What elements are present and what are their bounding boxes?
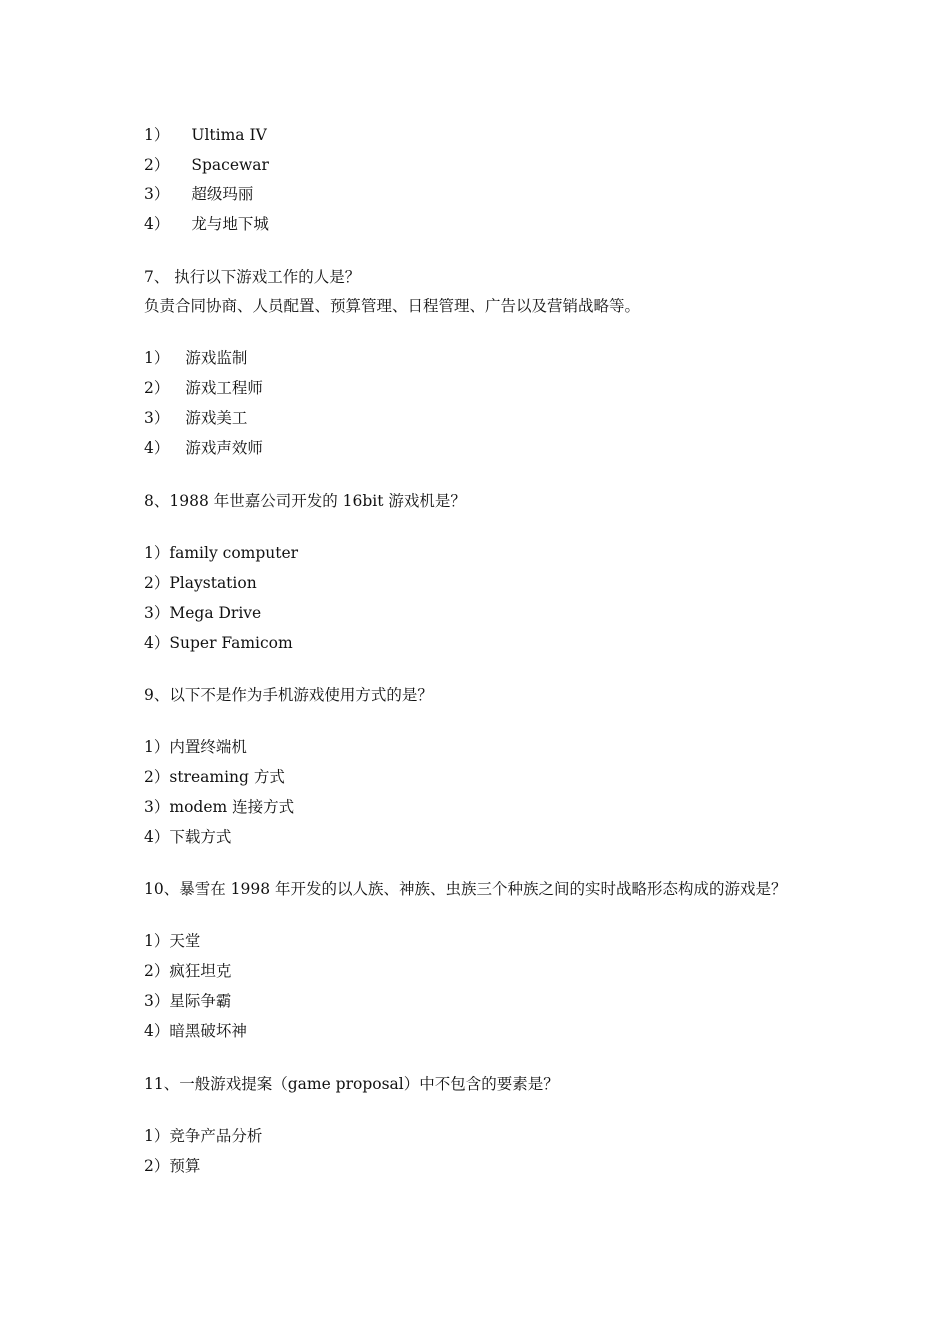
q8-option-3 [144,603,261,623]
q10-question: 10、暴雪在 1998 年开发的以人族、神族、虫族三个种族之间的实时战略形态构成的游戏是？ [144,880,787,898]
q8-option-4 [144,633,293,653]
q8-question: 8、1988 年世嘉公司开发的 16bit 游戏机是？ [144,492,466,510]
option-number: 2） [144,156,170,174]
q6-option-4 [144,214,269,234]
q8-option-1 [144,543,298,563]
option-number: 2） [144,962,170,980]
option-number: 3） [144,409,170,427]
option-number: 2） [144,1157,170,1175]
option-number: 1） [144,349,170,367]
option-text: 龙与地下城 [191,215,269,233]
q11-option-2 [144,1156,200,1176]
q6-option-1 [144,125,267,145]
option-text: Ultima IV [191,126,267,144]
option-text: modem 连接方式 [169,798,295,816]
option-number: 2） [144,379,170,397]
option-number: 3） [144,185,170,203]
q7-option-2 [144,378,263,398]
option-number: 4） [144,215,170,233]
option-text: 超级玛丽 [191,185,254,203]
option-text: Playstation [169,574,257,592]
option-number: 4） [144,1022,170,1040]
option-number: 1） [144,932,170,950]
q8-option-2 [144,573,257,593]
q9-option-3 [144,797,294,817]
option-number: 3） [144,798,170,816]
q10-option-2 [144,961,231,981]
option-text: 天堂 [169,932,201,950]
option-number: 3） [144,604,170,622]
q9-option-1 [144,737,247,757]
q7-option-1 [144,348,247,368]
q9-option-4 [144,827,231,847]
q11-option-1 [144,1126,262,1146]
option-text: 竞争产品分析 [169,1127,263,1145]
option-text: streaming 方式 [169,768,285,786]
option-number: 1） [144,126,170,144]
option-text: 疯狂坦克 [169,962,232,980]
q7-option-3 [144,408,247,428]
option-number: 1） [144,1127,170,1145]
option-number: 4） [144,828,170,846]
q10-option-4 [144,1021,247,1041]
option-text: 游戏声效师 [185,439,263,457]
q7-question: 7、 执行以下游戏工作的人是？ [144,268,361,286]
option-text: 内置终端机 [169,738,247,756]
option-text: Spacewar [191,156,269,174]
option-number: 1） [144,738,170,756]
option-text: 预算 [169,1157,201,1175]
q11-question: 11、一般游戏提案（game proposal）中不包含的要素是？ [144,1075,559,1093]
option-number: 4） [144,439,170,457]
option-text: family computer [169,544,299,562]
option-text: Super Famicom [169,634,293,652]
q10-option-1 [144,931,200,951]
option-number: 2） [144,768,170,786]
q7-description: 负责合同协商、人员配置、预算管理、日程管理、广告以及营销战略等。 [144,297,641,315]
option-text: 游戏工程师 [185,379,263,397]
option-text: 游戏监制 [185,349,248,367]
q9-question: 9、以下不是作为手机游戏使用方式的是？ [144,686,433,704]
q7-option-4 [144,438,263,458]
option-number: 3） [144,992,170,1010]
option-number: 1） [144,544,170,562]
option-text: 星际争霸 [169,992,232,1010]
option-text: 暗黑破坏神 [169,1022,247,1040]
option-text: Mega Drive [169,604,262,622]
option-text: 下载方式 [169,828,232,846]
option-number: 4） [144,634,170,652]
option-number: 2） [144,574,170,592]
q10-option-3 [144,991,231,1011]
q6-option-3 [144,184,253,204]
q9-option-2 [144,767,285,787]
q6-option-2 [144,155,269,175]
option-text: 游戏美工 [185,409,248,427]
